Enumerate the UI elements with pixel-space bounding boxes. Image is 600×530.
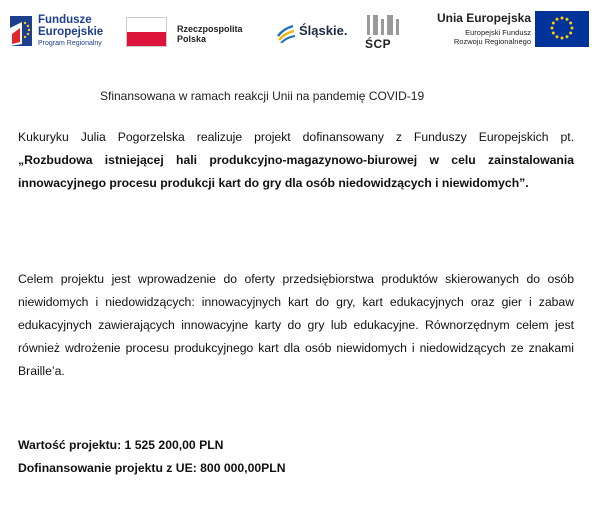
ue-line3: Rozwoju Regionalnego — [453, 37, 531, 46]
eu-funding-value: Dofinansowanie projektu z UE: 800 000,00PLN — [18, 461, 286, 475]
fundusze-europejskie-logo — [8, 12, 113, 52]
rp-line2: Polska — [177, 34, 207, 44]
unia-europejska-logo — [424, 11, 589, 53]
polish-flag-icon — [126, 17, 167, 47]
logo-bar — [0, 0, 600, 64]
scp-label: ŚCP — [365, 37, 392, 51]
fundusze-europejskie-icon — [8, 14, 34, 48]
slaskie-label: Śląskie. — [299, 23, 348, 38]
funding-subtitle: Sfinansowana w ramach reakcji Unii na pandemię COVID-19 — [100, 89, 425, 103]
ue-line1: Unia Europejska — [436, 11, 531, 25]
slaskie-logo — [275, 21, 355, 43]
scp-bars-icon — [367, 15, 405, 37]
project-goal: Celem projektu jest wprowadzenie do oferty przedsiębiorstwa produktów skierowanych do osób niewidomych i niedowidzących: innowacyjnych kart do gry, kart edukacyjnych oraz gier i zabaw edukacyjnych zawierających innowacyjne karty do gry lub edukacyjne. Równorzędnym celem jest również wdrożenie procesu produkcyjnego kart dla osób niewidomych i niedowidzących ze znakami Braille’a. — [18, 272, 574, 378]
rp-line1: Rzeczpospolita — [177, 24, 243, 34]
fe-line2: Europejskie — [38, 26, 104, 38]
project-intro: Kukuryku Julia Pogorzelska realizuje projekt dofinansowany z Funduszy Europejskich pt. — [18, 130, 574, 144]
scp-logo — [363, 15, 408, 53]
project-value: Wartość projektu: 1 525 200,00 PLN — [18, 438, 224, 452]
ue-line2: Europejski Fundusz — [465, 28, 531, 37]
project-title: „Rozbudowa istniejącej hali produkcyjno-magazynowo-biurowej w celu zainstalowania innowacyjnego procesu produkcji kart do gry dla osób niedowidzących i niewidomych”. — [18, 153, 574, 190]
rzeczpospolita-polska-logo — [126, 17, 256, 49]
fe-line3: Program Regionalny — [38, 40, 102, 47]
fe-line1: Fundusze — [38, 14, 92, 26]
project-description — [18, 126, 574, 195]
eu-flag-icon — [535, 11, 589, 47]
slaskie-icon — [275, 21, 297, 43]
